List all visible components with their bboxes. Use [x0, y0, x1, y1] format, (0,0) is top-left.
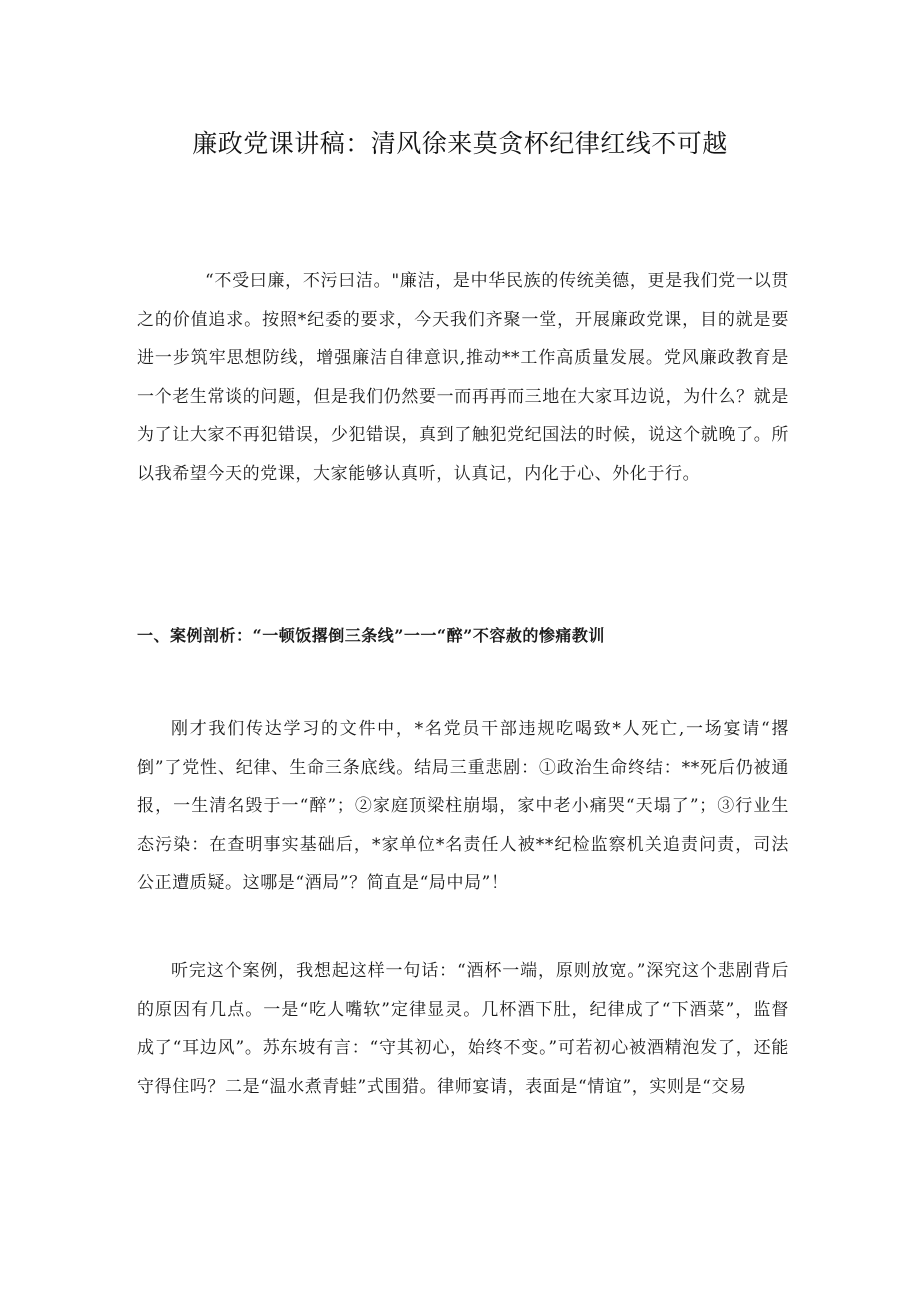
analysis-paragraph: 听完这个案例，我想起这样一句话：“酒杯一端，原则放宽。”深究这个悲剧背后的原因有几点。一是“吃人嘴软”定律显灵。几杯酒下肚，纪律成了“下酒菜”，监督成了“耳边风”。苏东坡有言：“守其初心，始终不变。”可若初心被酒精泡发了，还能守得住吗？二是“温水煮青蛙”式围猎。律师宴请，表面是“情谊”，实则是“交易	[137, 961, 789, 1097]
intro-paragraph-block	[137, 262, 789, 493]
section-heading: 一、案例剖析：“一顿饭撂倒三条线”一一“醉”不容赦的惨痛教训	[137, 626, 605, 645]
analysis-paragraph-block	[137, 952, 789, 1106]
intro-paragraph: “不受曰廉，不污曰洁。"廉洁，是中华民族的传统美德，更是我们党一以贯之的价值追求。按照*纪委的要求，今天我们齐聚一堂，开展廉政党课，目的就是要进一步筑牢思想防线，增强廉洁自律意识,推动**工作高质量发展。党风廉政教育是一个老生常谈的问题，但是我们仍然要一而再再而三地在大家耳边说，为什么？就是为了让大家不再犯错误，少犯错误，真到了触犯党纪国法的时候，说这个就晚了。所以我希望今天的党课，大家能够认真听，认真记，内化于心、外化于行。	[137, 271, 789, 484]
document-title: 廉政党课讲稿：清风徐来莫贪杯纪律红线不可越	[192, 129, 728, 158]
case-paragraph-block	[137, 710, 789, 903]
section-heading-block	[137, 618, 789, 654]
case-paragraph: 刚才我们传达学习的文件中，*名党员干部违规吃喝致*人死亡,一场宴请“撂倒”了党性、纪律、生命三条底线。结局三重悲剧：①政治生命终结：**死后仍被通报，一生清名毁于一“醉”；②家庭顶梁柱崩塌，家中老小痛哭“天塌了”；③行业生态污染：在查明事实基础后，*家单位*名责任人被**纪检监察机关追责问责，司法公正遭质疑。这哪是“酒局”？简直是“局中局”！	[137, 719, 789, 893]
